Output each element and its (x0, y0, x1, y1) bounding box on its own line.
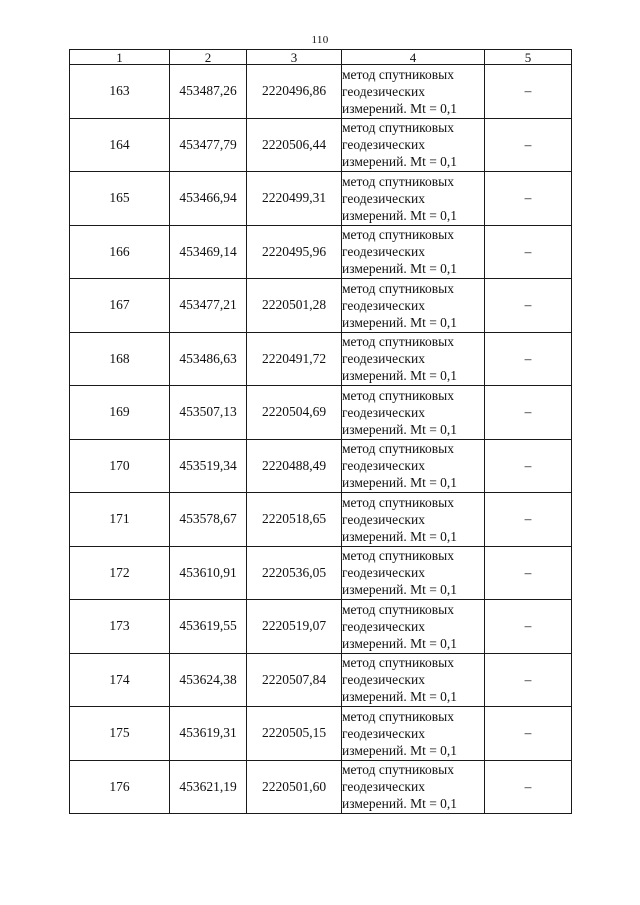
point-number-cell: 172 (70, 546, 170, 600)
method-description-line: метод спутниковых (342, 494, 454, 510)
y-coordinate-cell: 2220507,84 (247, 653, 342, 707)
column-header-4: 4 (342, 50, 485, 65)
method-description-cell (342, 439, 485, 493)
x-coordinate-cell: 453477,21 (170, 279, 247, 333)
column-header-5: 5 (485, 50, 572, 65)
y-coordinate-cell: 2220519,07 (247, 600, 342, 654)
table-row (70, 493, 572, 547)
method-description-line: измерений. Mt = 0,1 (342, 742, 458, 758)
table-row (70, 707, 572, 761)
method-description-line: метод спутниковых (342, 708, 454, 724)
method-description-line: метод спутниковых (342, 66, 454, 82)
table-row (70, 760, 572, 814)
column-header-1: 1 (70, 50, 170, 65)
method-description-line: геодезических (342, 297, 425, 313)
method-description-line: измерений. Mt = 0,1 (342, 207, 458, 223)
method-description-cell (342, 600, 485, 654)
point-number-cell: 176 (70, 760, 170, 814)
method-description-line: метод спутниковых (342, 601, 454, 617)
method-description-line: геодезических (342, 511, 425, 527)
method-description-line: измерений. Mt = 0,1 (342, 582, 458, 598)
y-coordinate-cell: 2220501,28 (247, 279, 342, 333)
x-coordinate-cell: 453619,31 (170, 707, 247, 761)
y-coordinate-cell: 2220501,60 (247, 760, 342, 814)
column-5-cell: – (485, 225, 572, 279)
x-coordinate-cell: 453486,63 (170, 332, 247, 386)
x-coordinate-cell: 453619,55 (170, 600, 247, 654)
x-coordinate-cell: 453507,13 (170, 386, 247, 440)
method-description-line: геодезических (342, 190, 425, 206)
page-number: 110 (311, 34, 329, 46)
method-description-line: геодезических (342, 351, 425, 367)
column-5-cell: – (485, 118, 572, 172)
method-description-line: измерений. Mt = 0,1 (342, 421, 458, 437)
point-number-cell: 163 (70, 65, 170, 119)
method-description-cell (342, 760, 485, 814)
column-5-cell: – (485, 760, 572, 814)
point-number-cell: 173 (70, 600, 170, 654)
method-description-line: измерений. Mt = 0,1 (342, 154, 458, 170)
x-coordinate-cell: 453469,14 (170, 225, 247, 279)
method-description-cell (342, 546, 485, 600)
y-coordinate-cell: 2220496,86 (247, 65, 342, 119)
table-row (70, 279, 572, 333)
column-5-cell: – (485, 386, 572, 440)
method-description-line: метод спутниковых (342, 655, 454, 671)
method-description-line: геодезических (342, 458, 425, 474)
method-description-line: измерений. Mt = 0,1 (342, 689, 458, 705)
method-description-cell (342, 279, 485, 333)
table-header-row (70, 50, 572, 65)
table-row (70, 439, 572, 493)
table-row (70, 386, 572, 440)
method-description-cell (342, 172, 485, 226)
y-coordinate-cell: 2220518,65 (247, 493, 342, 547)
column-5-cell: – (485, 493, 572, 547)
method-description-line: геодезических (342, 618, 425, 634)
column-5-cell: – (485, 279, 572, 333)
x-coordinate-cell: 453621,19 (170, 760, 247, 814)
y-coordinate-cell: 2220495,96 (247, 225, 342, 279)
x-coordinate-cell: 453578,67 (170, 493, 247, 547)
table-row (70, 118, 572, 172)
table-row (70, 225, 572, 279)
method-description-line: геодезических (342, 725, 425, 741)
coordinates-table (69, 49, 572, 814)
point-number-cell: 171 (70, 493, 170, 547)
point-number-cell: 169 (70, 386, 170, 440)
method-description-line: геодезических (342, 244, 425, 260)
method-description-cell (342, 386, 485, 440)
y-coordinate-cell: 2220506,44 (247, 118, 342, 172)
x-coordinate-cell: 453610,91 (170, 546, 247, 600)
column-5-cell: – (485, 65, 572, 119)
y-coordinate-cell: 2220499,31 (247, 172, 342, 226)
method-description-line: геодезических (342, 83, 425, 99)
column-5-cell: – (485, 600, 572, 654)
column-header-2: 2 (170, 50, 247, 65)
column-5-cell: – (485, 653, 572, 707)
y-coordinate-cell: 2220491,72 (247, 332, 342, 386)
table-row (70, 172, 572, 226)
point-number-cell: 168 (70, 332, 170, 386)
method-description-cell (342, 493, 485, 547)
method-description-line: геодезических (342, 779, 425, 795)
point-number-cell: 164 (70, 118, 170, 172)
x-coordinate-cell: 453466,94 (170, 172, 247, 226)
method-description-line: метод спутниковых (342, 387, 454, 403)
column-header-3: 3 (247, 50, 342, 65)
method-description-cell (342, 707, 485, 761)
point-number-cell: 166 (70, 225, 170, 279)
column-5-cell: – (485, 332, 572, 386)
method-description-line: метод спутниковых (342, 280, 454, 296)
column-5-cell: – (485, 172, 572, 226)
method-description-line: измерений. Mt = 0,1 (342, 314, 458, 330)
method-description-line: метод спутниковых (342, 120, 454, 136)
point-number-cell: 170 (70, 439, 170, 493)
method-description-cell (342, 332, 485, 386)
column-5-cell: – (485, 546, 572, 600)
method-description-line: измерений. Mt = 0,1 (342, 475, 458, 491)
x-coordinate-cell: 453624,38 (170, 653, 247, 707)
method-description-line: метод спутниковых (342, 334, 454, 350)
method-description-line: измерений. Mt = 0,1 (342, 528, 458, 544)
method-description-line: геодезических (342, 565, 425, 581)
y-coordinate-cell: 2220488,49 (247, 439, 342, 493)
method-description-line: измерений. Mt = 0,1 (342, 796, 458, 812)
method-description-line: измерений. Mt = 0,1 (342, 261, 458, 277)
point-number-cell: 165 (70, 172, 170, 226)
table-row (70, 65, 572, 119)
method-description-cell (342, 225, 485, 279)
table-row (70, 332, 572, 386)
column-5-cell: – (485, 707, 572, 761)
method-description-line: метод спутниковых (342, 227, 454, 243)
method-description-cell (342, 118, 485, 172)
method-description-cell (342, 653, 485, 707)
method-description-line: измерений. Mt = 0,1 (342, 100, 458, 116)
method-description-line: метод спутниковых (342, 173, 454, 189)
method-description-line: измерений. Mt = 0,1 (342, 635, 458, 651)
method-description-line: метод спутниковых (342, 548, 454, 564)
table-row (70, 600, 572, 654)
table-row (70, 653, 572, 707)
x-coordinate-cell: 453519,34 (170, 439, 247, 493)
method-description-line: геодезических (342, 404, 425, 420)
method-description-line: метод спутниковых (342, 441, 454, 457)
y-coordinate-cell: 2220504,69 (247, 386, 342, 440)
x-coordinate-cell: 453487,26 (170, 65, 247, 119)
method-description-line: метод спутниковых (342, 762, 454, 778)
point-number-cell: 175 (70, 707, 170, 761)
table-row (70, 546, 572, 600)
method-description-line: геодезических (342, 137, 425, 153)
column-5-cell: – (485, 439, 572, 493)
point-number-cell: 167 (70, 279, 170, 333)
point-number-cell: 174 (70, 653, 170, 707)
method-description-line: геодезических (342, 672, 425, 688)
method-description-line: измерений. Mt = 0,1 (342, 368, 458, 384)
y-coordinate-cell: 2220505,15 (247, 707, 342, 761)
method-description-cell (342, 65, 485, 119)
table-body (70, 65, 572, 814)
y-coordinate-cell: 2220536,05 (247, 546, 342, 600)
x-coordinate-cell: 453477,79 (170, 118, 247, 172)
